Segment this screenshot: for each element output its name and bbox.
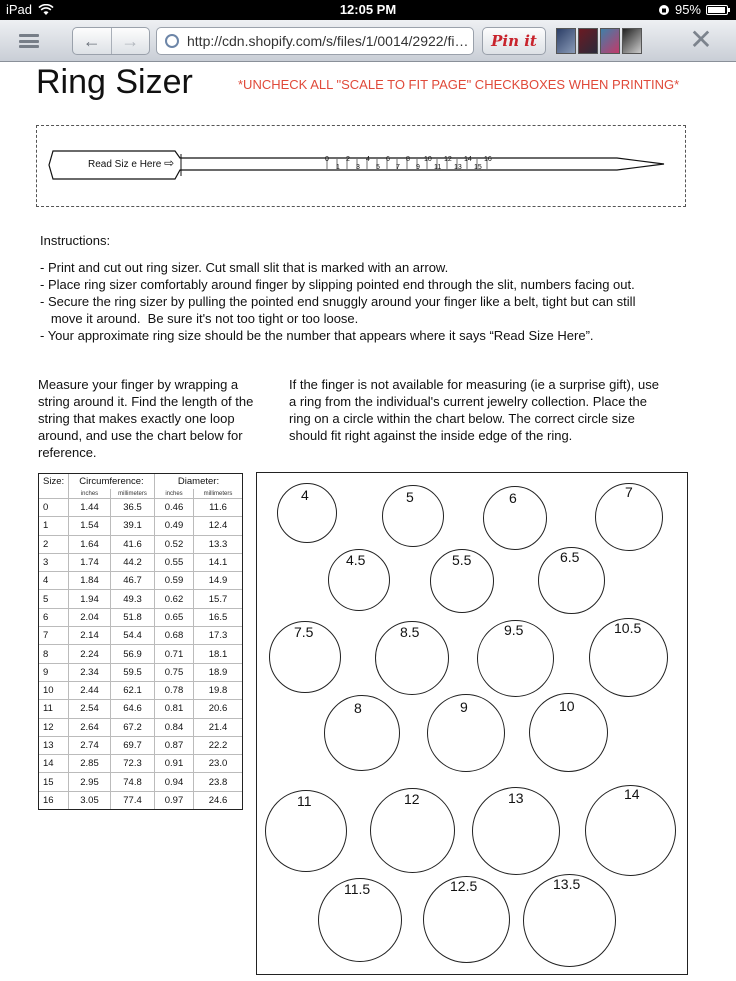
table-cell: 0.75 bbox=[154, 664, 193, 681]
ring-size-label: 8 bbox=[354, 700, 362, 716]
table-cell: 0.71 bbox=[154, 645, 193, 662]
ring-size-label: 4 bbox=[301, 487, 309, 503]
table-cell: 44.2 bbox=[110, 554, 154, 571]
table-row bbox=[39, 644, 242, 662]
ruler-number: 11 bbox=[434, 164, 442, 171]
table-cell: 0.91 bbox=[154, 755, 193, 772]
ring-size-label: 8.5 bbox=[400, 624, 420, 640]
table-subheader bbox=[39, 489, 242, 498]
tab-thumbnail[interactable] bbox=[622, 28, 642, 54]
ruler-number: 1 bbox=[336, 164, 340, 171]
ring-size-label: 12.5 bbox=[450, 878, 478, 894]
table-cell: 12 bbox=[43, 721, 54, 733]
table-cell: 23.8 bbox=[193, 773, 242, 790]
table-row bbox=[39, 681, 242, 699]
table-cell: 10 bbox=[43, 685, 54, 697]
table-cell: 22.2 bbox=[193, 737, 242, 754]
table-cell: 0.84 bbox=[154, 719, 193, 736]
back-button[interactable]: ← bbox=[82, 30, 101, 51]
table-cell: 1.64 bbox=[68, 536, 110, 553]
ruler-number: 15 bbox=[474, 164, 482, 171]
ring-size-label: 9 bbox=[460, 699, 468, 715]
table-cell: 18.9 bbox=[193, 664, 242, 681]
table-row bbox=[39, 608, 242, 626]
table-cell: 59.5 bbox=[110, 664, 154, 681]
table-cell: 3.05 bbox=[68, 792, 110, 809]
ring-sizer-cutout bbox=[36, 125, 686, 207]
table-cell: 67.2 bbox=[110, 719, 154, 736]
table-cell: 20.6 bbox=[193, 700, 242, 717]
table-cell: 49.3 bbox=[110, 590, 154, 607]
ring-size-label: 13.5 bbox=[553, 876, 581, 892]
ruler-number: 8 bbox=[406, 156, 410, 163]
table-cell: 24.6 bbox=[193, 792, 242, 809]
table-cell: 18.1 bbox=[193, 645, 242, 662]
header-circumference: Circumference: bbox=[68, 474, 154, 489]
print-warning: *UNCHECK ALL "SCALE TO FIT PAGE" CHECKBOXES WHEN PRINTING* bbox=[238, 77, 680, 92]
ruler-number: 2 bbox=[346, 156, 350, 163]
battery-percent: 95% bbox=[674, 2, 701, 17]
table-cell: 2.34 bbox=[68, 664, 110, 681]
table-cell: 23.0 bbox=[193, 755, 242, 772]
table-cell: 36.5 bbox=[110, 499, 154, 516]
forward-button[interactable]: → bbox=[121, 30, 140, 51]
nav-buttons bbox=[72, 27, 150, 55]
table-cell: 14 bbox=[43, 758, 54, 770]
table-row bbox=[39, 626, 242, 644]
table-cell: 77.4 bbox=[110, 792, 154, 809]
list-item: - Your approximate ring size should be the number that appears where it says “Read Size Here”. bbox=[40, 328, 594, 343]
menu-icon bbox=[19, 34, 39, 48]
table-cell: 16.5 bbox=[193, 609, 242, 626]
ring-size-label: 12 bbox=[404, 791, 420, 807]
tab-thumbnail[interactable] bbox=[578, 28, 598, 54]
ring-size-label: 11 bbox=[297, 793, 312, 809]
table-cell: 1.74 bbox=[68, 554, 110, 571]
table-cell: 0.81 bbox=[154, 700, 193, 717]
table-cell: 56.9 bbox=[110, 645, 154, 662]
table-cell: 0.94 bbox=[154, 773, 193, 790]
table-row bbox=[39, 571, 242, 589]
table-cell: 17.3 bbox=[193, 627, 242, 644]
table-row bbox=[39, 553, 242, 571]
url-text: http://cdn.shopify.com/s/files/1/0014/2922/fi… bbox=[187, 33, 469, 49]
table-cell: 2.44 bbox=[68, 682, 110, 699]
ruler-number: 5 bbox=[376, 164, 380, 171]
list-item: - Print and cut out ring sizer. Cut small slit that is marked with an arrow. bbox=[40, 260, 449, 275]
table-cell: 0 bbox=[43, 502, 49, 514]
table-cell: 2.54 bbox=[68, 700, 110, 717]
browser-toolbar bbox=[0, 20, 736, 62]
table-cell: 74.8 bbox=[110, 773, 154, 790]
table-cell: 0.49 bbox=[154, 517, 193, 534]
subheader-mm: millimeters bbox=[110, 489, 154, 498]
header-diameter: Diameter: bbox=[154, 474, 242, 489]
table-cell: 0.59 bbox=[154, 572, 193, 589]
close-button[interactable]: ✕ bbox=[689, 24, 713, 55]
table-cell: 0.68 bbox=[154, 627, 193, 644]
use-ring-text: If the finger is not available for measuring (ie a surprise gift), use a ring from the individual's current jewelry collection. Place the ring on a circle within the chart below. The correct circle size should fit right against the inside edge of the ring. bbox=[289, 377, 659, 443]
read-size-label: Read Siz e Here ⇨ bbox=[88, 156, 175, 170]
instructions-list bbox=[40, 259, 680, 344]
ring-size-label: 14 bbox=[624, 786, 640, 802]
ring-size-label: 4.5 bbox=[346, 552, 366, 568]
ring-size-label: 7.5 bbox=[294, 624, 314, 640]
table-body bbox=[39, 498, 242, 809]
table-row bbox=[39, 791, 242, 809]
table-cell: 51.8 bbox=[110, 609, 154, 626]
table-cell: 0.55 bbox=[154, 554, 193, 571]
globe-icon bbox=[165, 34, 179, 48]
table-cell: 16 bbox=[43, 794, 54, 806]
table-cell: 0.87 bbox=[154, 737, 193, 754]
table-cell: 3 bbox=[43, 557, 49, 569]
table-cell: 5 bbox=[43, 593, 49, 605]
table-cell: 15.7 bbox=[193, 590, 242, 607]
table-header bbox=[39, 474, 242, 489]
device-name: iPad bbox=[6, 2, 33, 17]
ring-size-label: 6.5 bbox=[560, 549, 580, 565]
ring-size-label: 5.5 bbox=[452, 552, 472, 568]
ruler-number: 10 bbox=[424, 156, 432, 163]
table-cell: 72.3 bbox=[110, 755, 154, 772]
ruler-number: 12 bbox=[444, 156, 452, 163]
ruler-number: 7 bbox=[396, 164, 400, 171]
status-bar bbox=[0, 0, 736, 20]
table-cell: 1.44 bbox=[68, 499, 110, 516]
ring-size-table bbox=[38, 473, 243, 810]
table-row bbox=[39, 772, 242, 790]
ring-size-label: 5 bbox=[406, 489, 414, 505]
ring-size-label: 10.5 bbox=[614, 620, 642, 636]
ring-size-label: 11.5 bbox=[344, 881, 371, 897]
table-cell: 64.6 bbox=[110, 700, 154, 717]
table-cell: 2.14 bbox=[68, 627, 110, 644]
table-cell: 21.4 bbox=[193, 719, 242, 736]
table-cell: 4 bbox=[43, 575, 49, 587]
list-item: - Place ring sizer comfortably around finger by slipping pointed end through the slit, numbers facing out. bbox=[40, 277, 635, 292]
subheader-mm: millimeters bbox=[193, 489, 242, 498]
table-cell: 2.64 bbox=[68, 719, 110, 736]
table-cell: 0.97 bbox=[154, 792, 193, 809]
battery-icon bbox=[706, 5, 728, 15]
table-cell: 41.6 bbox=[110, 536, 154, 553]
ring-size-label: 10 bbox=[559, 698, 575, 714]
table-row bbox=[39, 663, 242, 681]
ruler-number: 0 bbox=[325, 156, 329, 163]
table-row bbox=[39, 754, 242, 772]
table-cell: 62.1 bbox=[110, 682, 154, 699]
table-row bbox=[39, 736, 242, 754]
ring-circle-chart bbox=[256, 472, 688, 975]
ruler-number: 3 bbox=[356, 164, 360, 171]
ring-size-label: 6 bbox=[509, 490, 517, 506]
table-cell: 6 bbox=[43, 611, 49, 623]
pin-it-button[interactable]: Pin it bbox=[482, 27, 546, 55]
table-cell: 0.62 bbox=[154, 590, 193, 607]
ruler-number: 16 bbox=[484, 156, 492, 163]
table-cell: 11 bbox=[43, 703, 53, 715]
ruler-number: 9 bbox=[416, 164, 420, 171]
table-cell: 2.74 bbox=[68, 737, 110, 754]
table-cell: 15 bbox=[43, 776, 54, 788]
table-row bbox=[39, 516, 242, 534]
table-cell: 14.1 bbox=[193, 554, 242, 571]
table-cell: 1.94 bbox=[68, 590, 110, 607]
table-cell: 46.7 bbox=[110, 572, 154, 589]
table-row bbox=[39, 699, 242, 717]
table-row bbox=[39, 718, 242, 736]
table-cell: 69.7 bbox=[110, 737, 154, 754]
ring-size-label: 7 bbox=[625, 484, 633, 500]
table-row bbox=[39, 498, 242, 516]
tab-thumbnails bbox=[556, 28, 642, 54]
table-cell: 12.4 bbox=[193, 517, 242, 534]
table-cell: 1.54 bbox=[68, 517, 110, 534]
status-right bbox=[658, 2, 728, 17]
ring-size-label: 13 bbox=[508, 790, 524, 806]
table-cell: 2 bbox=[43, 538, 49, 550]
table-cell: 13 bbox=[43, 740, 54, 751]
slit-arrow-icon: ⇨ bbox=[164, 156, 175, 170]
tab-thumbnail[interactable] bbox=[556, 28, 576, 54]
table-cell: 1 bbox=[43, 520, 49, 532]
table-cell: 0.46 bbox=[154, 499, 193, 516]
address-bar[interactable] bbox=[156, 27, 474, 55]
table-row bbox=[39, 589, 242, 607]
clock: 12:05 PM bbox=[339, 2, 397, 17]
table-cell: 2.24 bbox=[68, 645, 110, 662]
ruler-number: 13 bbox=[454, 164, 462, 171]
table-cell: 0.65 bbox=[154, 609, 193, 626]
ring-circle bbox=[324, 695, 400, 771]
table-cell: 2.85 bbox=[68, 755, 110, 772]
table-cell: 0.78 bbox=[154, 682, 193, 699]
ruler-number: 6 bbox=[386, 156, 390, 163]
page-title: Ring Sizer bbox=[36, 63, 193, 101]
instructions-heading: Instructions: bbox=[40, 233, 111, 248]
subheader-inches: inches bbox=[154, 489, 193, 498]
table-cell: 39.1 bbox=[110, 517, 154, 534]
table-cell: 8 bbox=[43, 648, 49, 660]
list-item: move it around. Be sure it's not too tight or too loose. bbox=[40, 311, 359, 326]
subheader-inches: inches bbox=[68, 489, 110, 498]
table-cell: 9 bbox=[43, 666, 49, 678]
table-cell: 11.6 bbox=[193, 499, 242, 516]
ruler-number: 4 bbox=[366, 156, 370, 163]
ring-size-label: 9.5 bbox=[504, 622, 524, 638]
document-page bbox=[0, 63, 736, 981]
table-cell: 0.52 bbox=[154, 536, 193, 553]
lock-rotation-icon bbox=[658, 4, 670, 16]
table-cell: 54.4 bbox=[110, 627, 154, 644]
table-cell: 2.95 bbox=[68, 773, 110, 790]
table-row bbox=[39, 535, 242, 553]
header-size: Size: bbox=[43, 476, 65, 487]
table-cell: 7 bbox=[43, 630, 49, 642]
ruler-number: 14 bbox=[464, 156, 472, 163]
table-cell: 14.9 bbox=[193, 572, 242, 589]
measure-finger-text: Measure your finger by wrapping a string around it. Find the length of the string that makes exactly one loop around, and use the chart below for reference. bbox=[38, 377, 254, 460]
menu-button[interactable] bbox=[8, 27, 50, 55]
table-cell: 19.8 bbox=[193, 682, 242, 699]
list-item: - Secure the ring sizer by pulling the pointed end snuggly around your finger like a belt, tight but can still bbox=[40, 294, 636, 309]
table-cell: 13.3 bbox=[193, 536, 242, 553]
table-cell: 2.04 bbox=[68, 609, 110, 626]
table-cell: 1.84 bbox=[68, 572, 110, 589]
tab-thumbnail[interactable] bbox=[600, 28, 620, 54]
